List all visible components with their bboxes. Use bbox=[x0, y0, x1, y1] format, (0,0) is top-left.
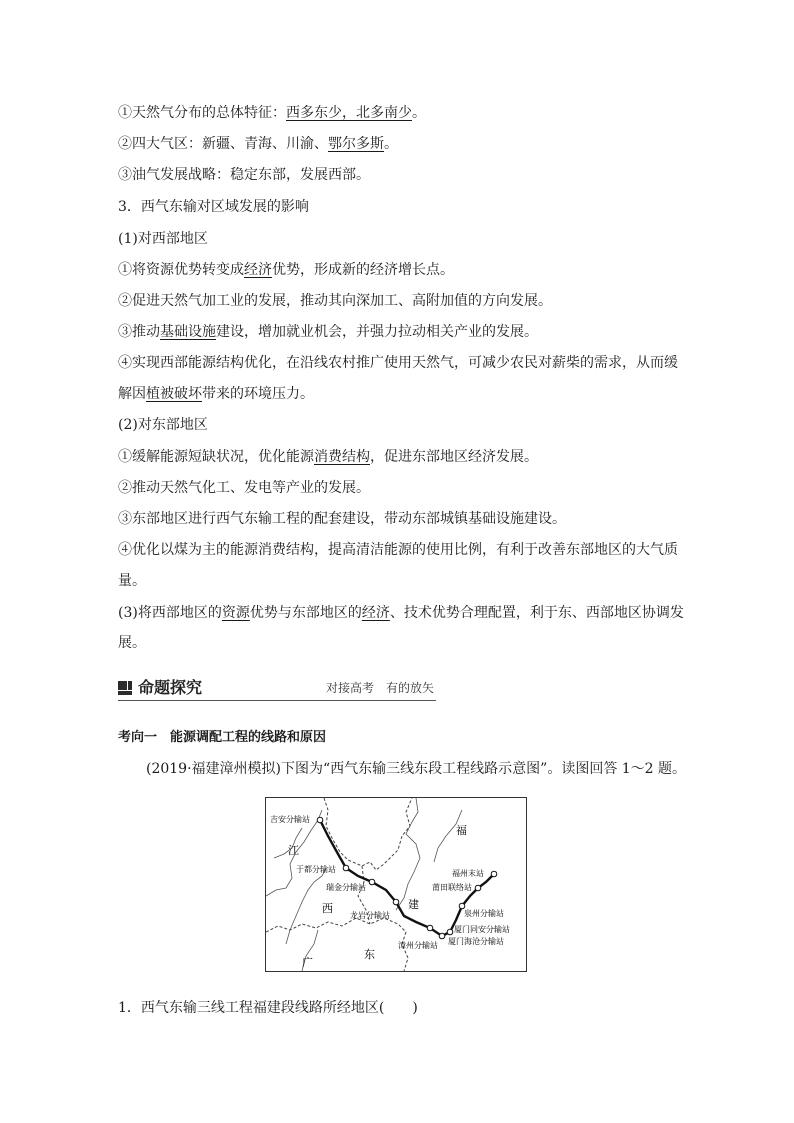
station-label: 福州末站 bbox=[452, 869, 484, 878]
station-marker bbox=[475, 885, 481, 891]
province-label: 西 bbox=[322, 902, 333, 915]
section-header bbox=[118, 678, 436, 702]
province-label: 建 bbox=[408, 898, 419, 911]
line-text: 。 bbox=[412, 105, 426, 121]
paragraph-line bbox=[118, 604, 684, 622]
paragraph-line bbox=[118, 104, 426, 122]
line-text: 建设，增加就业机会，并强力拉动相关产业的发展。 bbox=[216, 324, 538, 340]
section-divider bbox=[118, 700, 436, 701]
river-3 bbox=[286, 868, 326, 944]
underlined-key-term: 资源 bbox=[221, 605, 250, 621]
question-1: 1．西气东输三线工程福建段线路所经地区( ) bbox=[118, 1000, 418, 1016]
underlined-key-term: 经济 bbox=[361, 605, 390, 621]
line-text: ②四大气区：新疆、青海、川渝、 bbox=[118, 136, 328, 152]
line-text: ①天然气分布的总体特征： bbox=[118, 105, 286, 121]
line-text: (3)将西部地区的 bbox=[118, 605, 222, 621]
station-label: 瑞金分输站 bbox=[326, 883, 366, 892]
line-text: ①将资源优势转变成 bbox=[118, 262, 244, 278]
line-text: ①缓解能源短缺状况，优化能源 bbox=[118, 449, 314, 465]
line-text: 优势与东部地区的 bbox=[249, 605, 362, 621]
paragraph-line bbox=[118, 230, 208, 248]
line-text: ，促进东部地区经济发展。 bbox=[370, 449, 538, 465]
line-text: ③油气发展战略：稳定东部，发展西部。 bbox=[118, 167, 370, 183]
line-text: 解因 bbox=[118, 386, 146, 402]
underlined-key-term: 植被破坏 bbox=[146, 386, 202, 402]
border-south bbox=[266, 918, 408, 971]
border-fujian-jiangxi bbox=[324, 798, 412, 870]
station-label: 厦门海沧分输站 bbox=[448, 937, 504, 946]
line-text: 量。 bbox=[118, 573, 146, 589]
river-5 bbox=[396, 798, 420, 910]
line-text: 优势，形成新的经济增长点。 bbox=[272, 262, 454, 278]
underlined-key-term: 西多东少，北多南少 bbox=[286, 105, 412, 121]
station-marker bbox=[393, 899, 399, 905]
station-marker bbox=[439, 933, 445, 939]
line-text: ④实现西部能源结构优化，在沿线农村推广使用天然气，可减少农民对薪柴的需求，从而缓 bbox=[118, 355, 678, 371]
topic-heading: 考向一 能源调配工程的线路和原因 bbox=[118, 730, 327, 745]
paragraph-line bbox=[118, 416, 208, 434]
station-marker bbox=[459, 903, 465, 909]
section-title: 命题探究 bbox=[138, 678, 203, 697]
paragraph-line bbox=[118, 510, 566, 528]
line-text: 带来的环境压力。 bbox=[202, 386, 314, 402]
line-text: ②推动天然气化工、发电等产业的发展。 bbox=[118, 480, 370, 496]
province-label: 东 bbox=[364, 948, 375, 961]
province-label: 福 bbox=[456, 824, 467, 837]
line-text: 。 bbox=[384, 136, 398, 152]
station-marker bbox=[427, 925, 433, 931]
section-square-icon bbox=[118, 681, 132, 695]
line-text: (2)对东部地区 bbox=[118, 417, 208, 433]
station-marker bbox=[491, 871, 497, 877]
paragraph-line bbox=[118, 323, 538, 341]
paragraph-line bbox=[118, 166, 370, 184]
paragraph-line bbox=[118, 634, 146, 652]
underlined-key-term: 经济 bbox=[244, 262, 272, 278]
station-label: 漳州分输站 bbox=[398, 941, 438, 950]
province-label: 广 bbox=[302, 956, 313, 969]
line-text: ②促进天然气加工业的发展，推动其向深加工、高附加值的方向发展。 bbox=[118, 293, 552, 309]
station-label: 厦门同安分输站 bbox=[454, 925, 510, 934]
station-marker bbox=[317, 817, 323, 823]
station-label: 莆田联络站 bbox=[432, 883, 472, 892]
station-label: 泉州分输站 bbox=[464, 909, 504, 918]
province-label: 江 bbox=[288, 844, 299, 857]
paragraph-line bbox=[118, 448, 538, 466]
pipeline-route bbox=[320, 820, 494, 936]
paragraph-line bbox=[118, 385, 314, 403]
paragraph-line bbox=[118, 479, 370, 497]
paragraph-line bbox=[118, 198, 309, 216]
paragraph-line bbox=[118, 541, 678, 559]
station-label: 龙岩分输站 bbox=[350, 911, 390, 920]
underlined-key-term: 消费结构 bbox=[314, 449, 370, 465]
underlined-key-term: 鄂尔多斯 bbox=[328, 136, 384, 152]
line-text: ④优化以煤为主的能源消费结构，提高清洁能源的使用比例，有利于改善东部地区的大气质 bbox=[118, 542, 678, 558]
line-text: ③推动 bbox=[118, 324, 160, 340]
line-text: (1)对西部地区 bbox=[118, 231, 208, 247]
line-text: 展。 bbox=[118, 635, 146, 651]
station-marker bbox=[343, 865, 349, 871]
pipeline-map bbox=[265, 797, 527, 972]
paragraph-line bbox=[118, 572, 146, 590]
paragraph-line bbox=[118, 261, 454, 279]
underlined-key-term: 基础设施 bbox=[160, 324, 216, 340]
station-label: 吉安分输站 bbox=[270, 815, 310, 824]
paragraph-line bbox=[118, 135, 398, 153]
station-marker bbox=[447, 929, 453, 935]
station-marker bbox=[369, 879, 375, 885]
paragraph-line bbox=[118, 292, 552, 310]
line-text: 3．西气东输对区域发展的影响 bbox=[118, 199, 309, 215]
line-text: ③东部地区进行西气东输工程的配套建设，带动东部城镇基础设施建设。 bbox=[118, 511, 566, 527]
section-subtitle: 对接高考 有的放矢 bbox=[326, 681, 435, 695]
question-intro: (2019·福建漳州模拟)下图为“西气东输三线东段工程线路示意图”。读图回答 1～2 题。 bbox=[146, 761, 687, 777]
line-text: 、技术优势合理配置，利于东、西部地区协调发 bbox=[389, 605, 684, 621]
paragraph-line bbox=[118, 354, 678, 372]
station-label: 于都分输站 bbox=[296, 865, 336, 874]
